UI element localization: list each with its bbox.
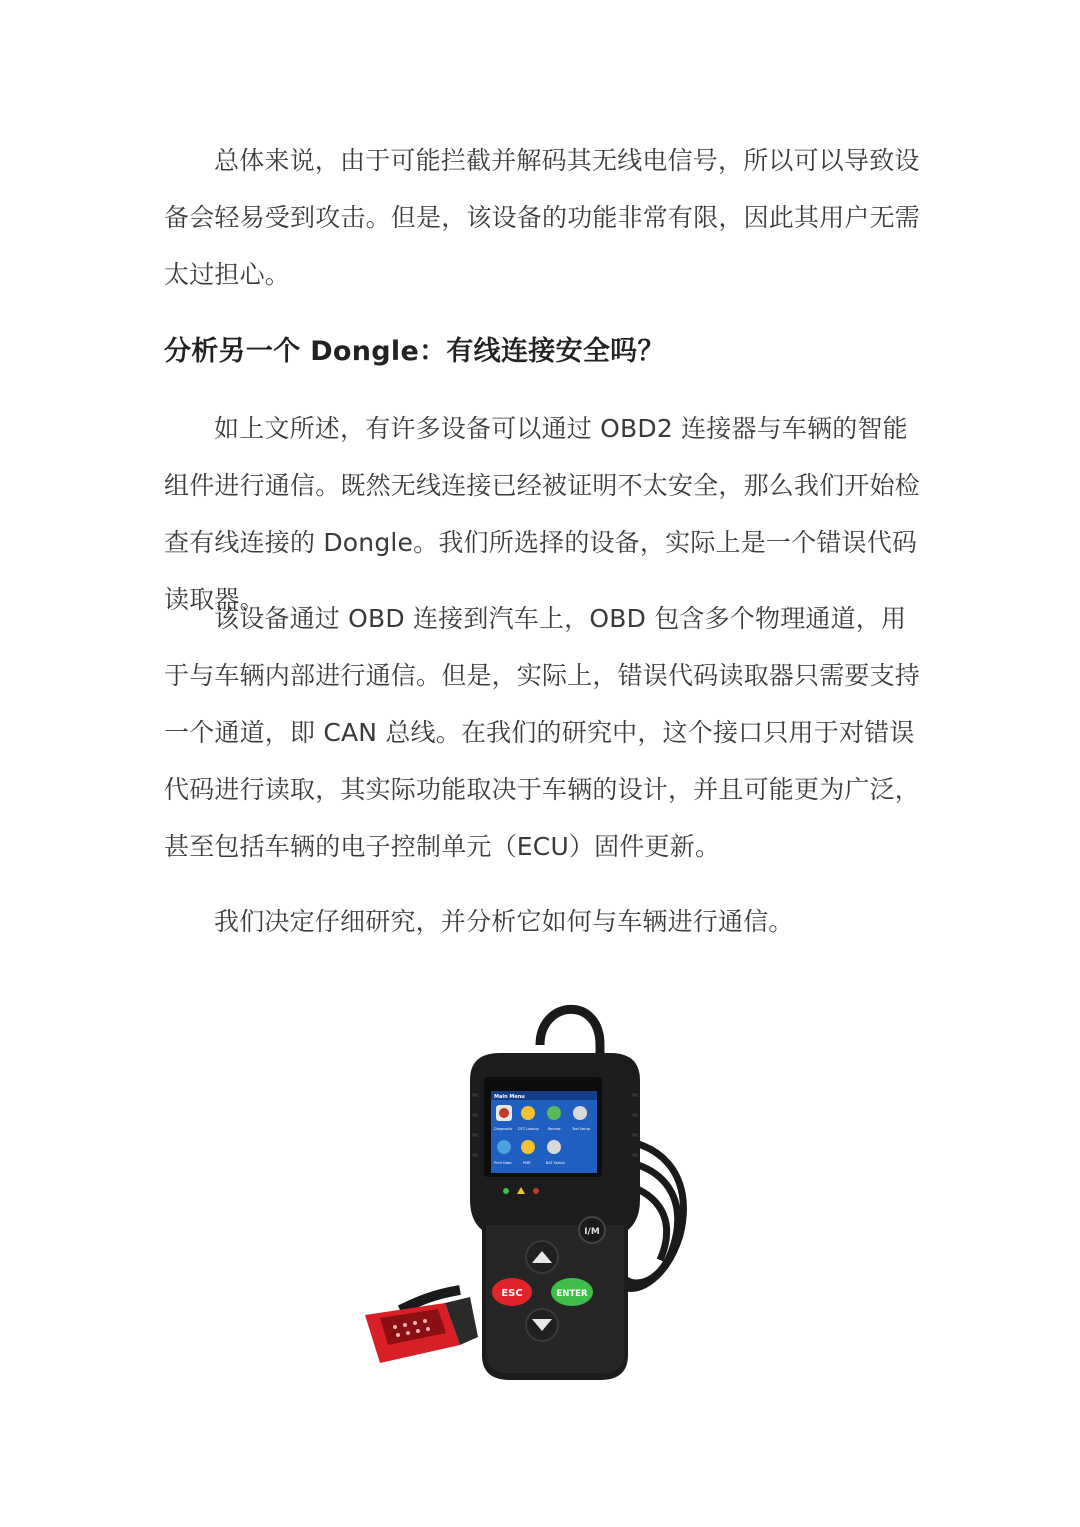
menu-item: DTC Lookup (518, 1127, 539, 1131)
obd-reader-image (360, 985, 740, 1395)
power-button (579, 1217, 605, 1243)
paragraph-obd2-devices: 如上文所述，有许多设备可以通过 OBD2 连接器与车辆的智能组件进行通信。既然无线连接已经被证明不太安全，那么我们开始检查有线连接的 Dongle。我们所选择的设备，实际上是一个错误代码读取器。 (164, 414, 921, 614)
menu-item: Diagnostic (494, 1127, 513, 1131)
device-screen (484, 1077, 602, 1194)
menu-item: BAT Status (546, 1161, 565, 1165)
menu-item: Review (548, 1127, 561, 1131)
paragraph-decision: 我们决定仔细研究，并分析它如何与车辆进行通信。 (214, 907, 794, 936)
enter-button (551, 1278, 593, 1306)
paragraph-attack-summary: 总体来说，由于可能拦截并解码其无线电信号，所以可以导致设备会轻易受到攻击。但是，该设备的功能非常有限，因此其用户无需太过担心。 (164, 146, 921, 289)
menu-item: PMR (523, 1161, 531, 1165)
paragraph-can-bus: 该设备通过 OBD 连接到汽车上，OBD 包含多个物理通道，用于与车辆内部进行通信。但是，实际上，错误代码读取器只需要支持一个通道，即 CAN 总线。在我们的研究中，这个接口只用于对错误代码进行读取，其实际功能取决于车辆的设计，并且可能更为广泛，甚至包括车辆的电子控制单元（ECU）固件更新。 (164, 604, 921, 861)
section-heading: 分析另一个 Dongle：有线连接安全吗？ (164, 336, 665, 367)
obd-reader-illustration (360, 985, 740, 1395)
menu-item: Tool Setup (572, 1127, 591, 1131)
esc-button (492, 1278, 532, 1306)
menu-item: Print Data (494, 1161, 512, 1165)
up-arrow-button (526, 1241, 558, 1273)
down-arrow-button (526, 1309, 558, 1341)
obd-connector (365, 1297, 478, 1363)
esc-label: ESC (501, 1288, 523, 1299)
power-label: I/M (584, 1227, 600, 1237)
enter-label: ENTER (556, 1289, 588, 1299)
screen-title: Main Menu (494, 1094, 525, 1100)
